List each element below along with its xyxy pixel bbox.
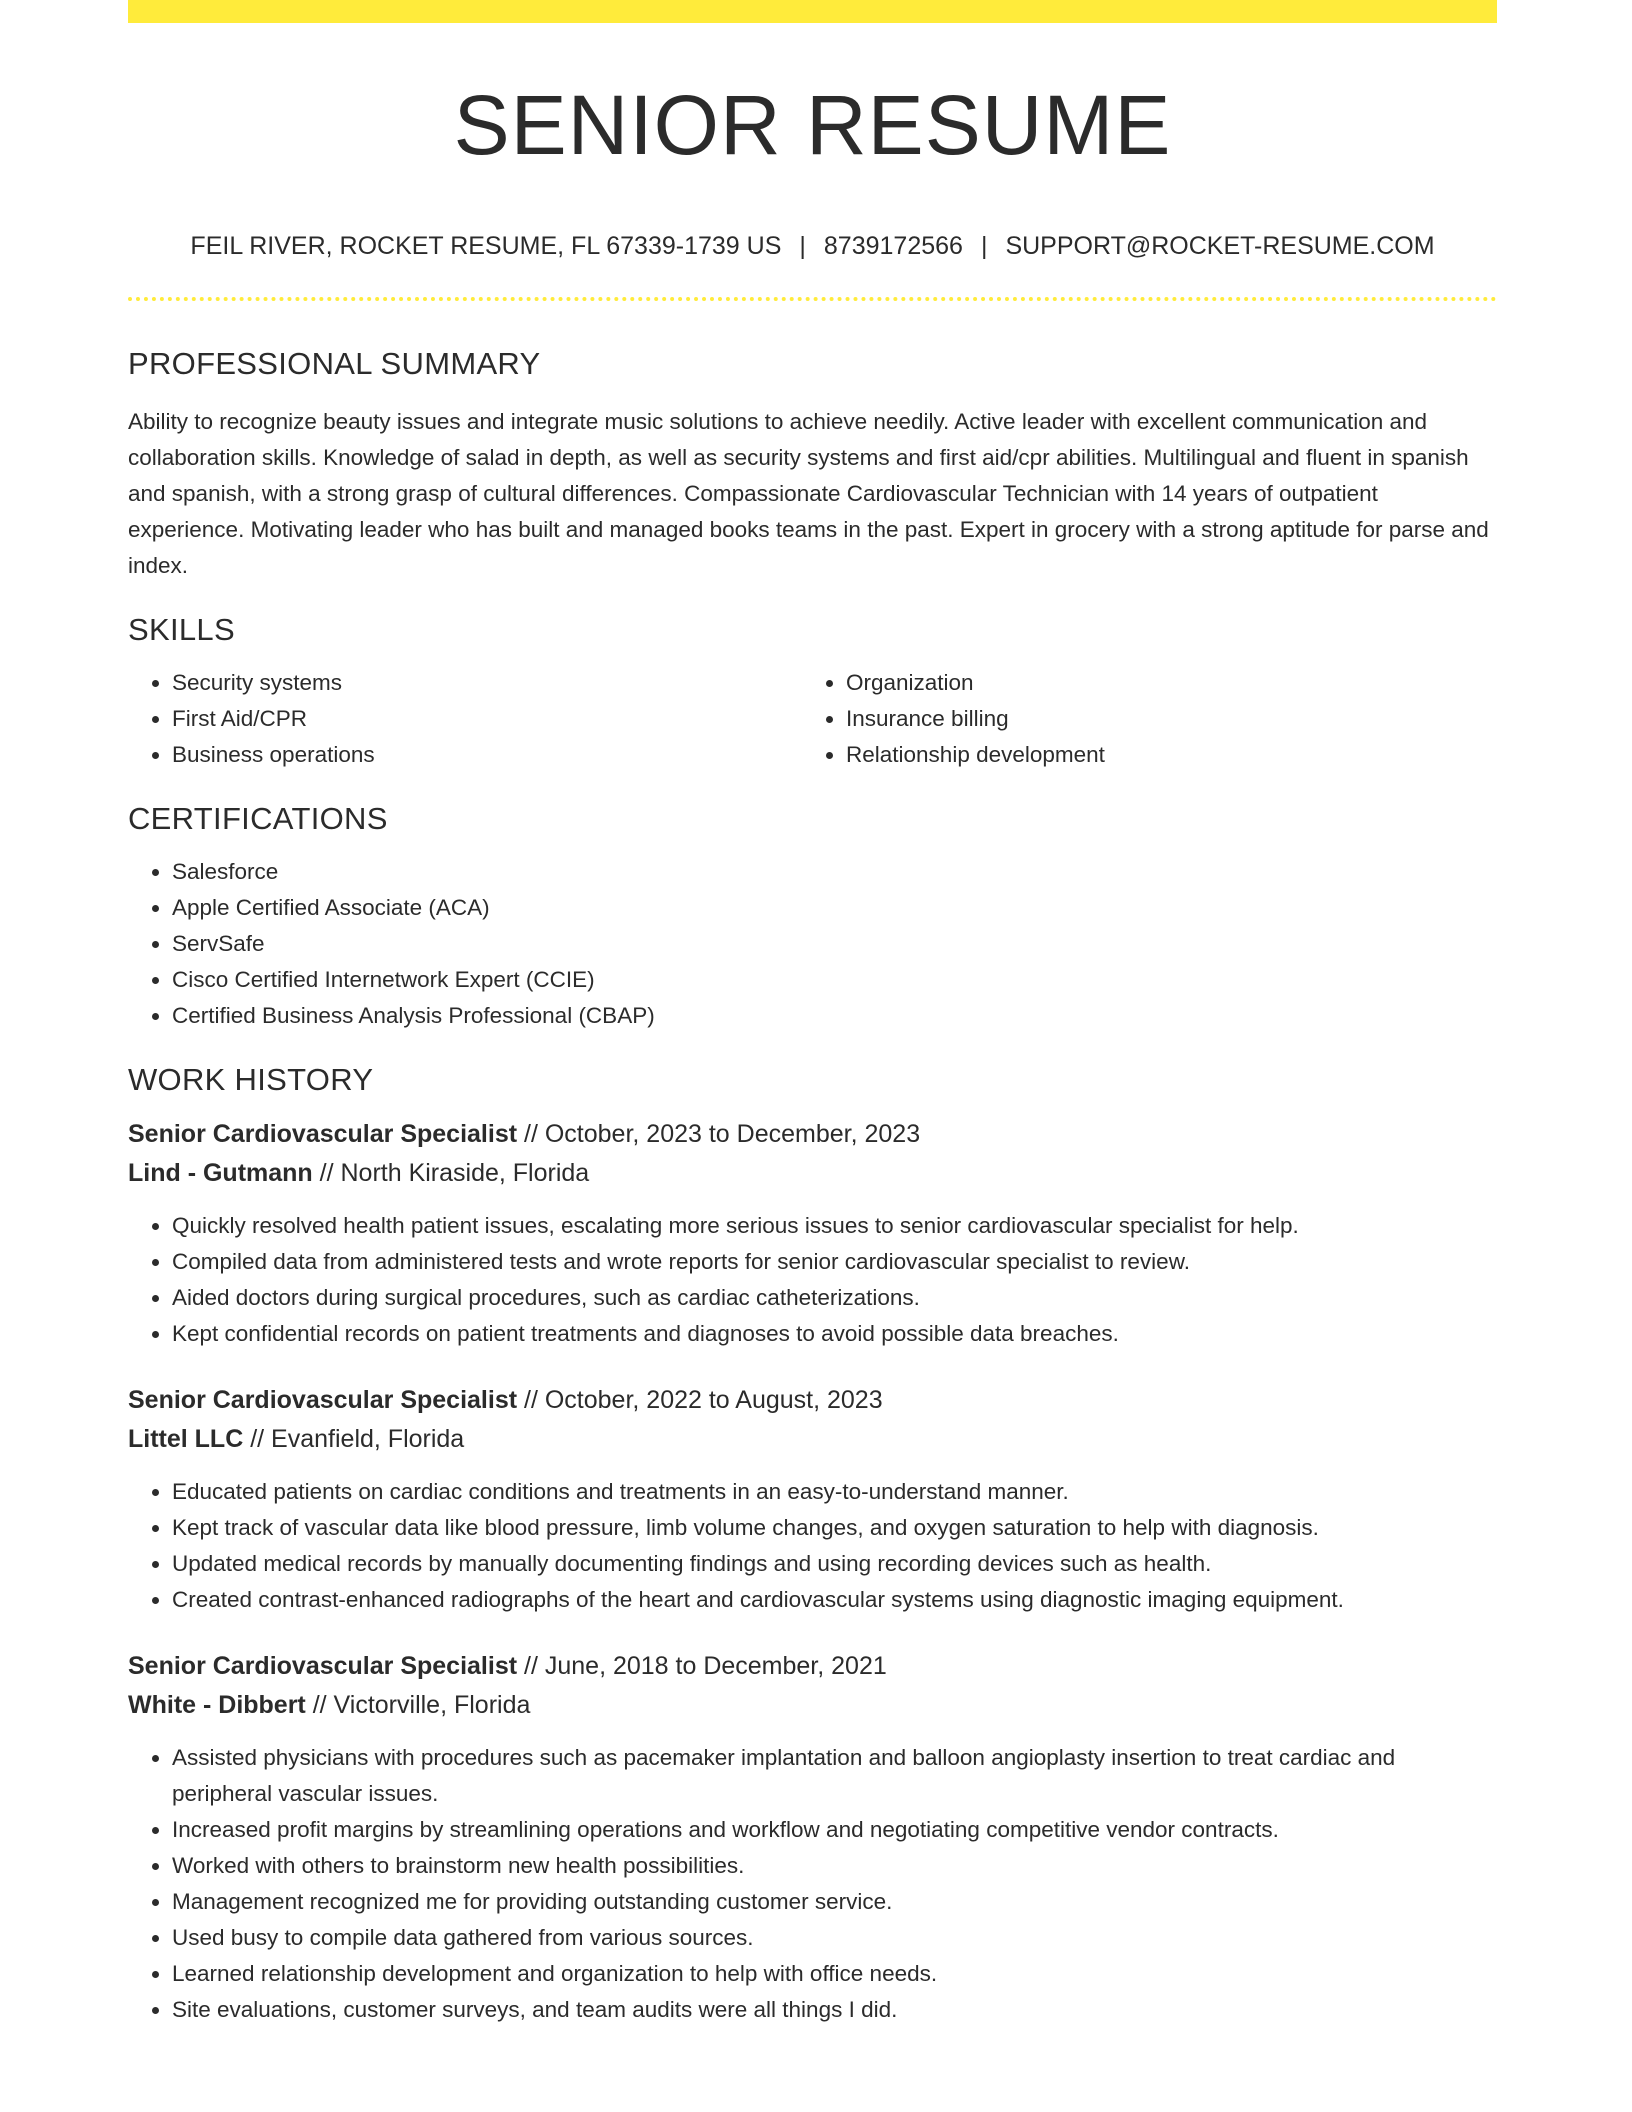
job-company-line: [128, 1420, 1497, 1459]
job-company-line: [128, 1686, 1497, 1725]
job-entry: [128, 1647, 1497, 2028]
contact-email: SUPPORT@ROCKET-RESUME.COM: [1005, 232, 1435, 260]
job-bullet: • Quickly resolved health patient issues, escalating more serious issues to senior cardiovascular specialist for help.: [172, 1208, 1497, 1244]
job-bullet: • Aided doctors during surgical procedures, such as cardiac catheterizations.: [172, 1280, 1497, 1316]
job-bullet: • Site evaluations, customer surveys, and team audits were all things I did.: [172, 1992, 1497, 2028]
skill-item: • Insurance billing: [846, 701, 1476, 737]
job-bullet: • Created contrast-enhanced radiographs of the heart and cardiovascular systems using diagnostic imaging equipment.: [172, 1582, 1497, 1618]
certification-item: • Cisco Certified Internetwork Expert (CCIE): [172, 962, 1497, 998]
job-dates: // June, 2018 to December, 2021: [524, 1652, 887, 1680]
resume-name: SENIOR RESUME: [453, 78, 1172, 172]
job-location: // North Kiraside, Florida: [319, 1159, 590, 1187]
job-company: Lind - Gutmann: [128, 1159, 313, 1187]
job-entry: [128, 1381, 1497, 1618]
job-title-line: [128, 1647, 1497, 1686]
job-title: Senior Cardiovascular Specialist: [128, 1652, 518, 1680]
skill-item: • First Aid/CPR: [172, 701, 802, 737]
contact-line: [128, 231, 1497, 261]
certification-item: • Certified Business Analysis Professional (CBAP): [172, 998, 1497, 1034]
job-title-line: [128, 1115, 1497, 1154]
resume-page: [128, 0, 1497, 2028]
skills-columns: [128, 648, 1497, 773]
job-location: // Evanfield, Florida: [250, 1425, 465, 1453]
accent-bar: [128, 0, 1497, 23]
certification-item: • Salesforce: [172, 854, 1497, 890]
dotted-divider: [128, 297, 1497, 301]
job-bullet: • Management recognized me for providing outstanding customer service.: [172, 1884, 1497, 1920]
job-title-line: [128, 1381, 1497, 1420]
certifications-list: [128, 854, 1497, 1034]
job-company-line: [128, 1154, 1497, 1193]
skill-item: • Security systems: [172, 665, 802, 701]
job-dates: // October, 2023 to December, 2023: [524, 1120, 921, 1148]
job-bullets: [128, 1208, 1497, 1352]
job-bullet: • Updated medical records by manually documenting findings and using recording devices such as health.: [172, 1546, 1497, 1582]
contact-separator: |: [980, 232, 988, 260]
summary-heading: PROFESSIONAL SUMMARY: [128, 346, 541, 381]
skills-section: [128, 612, 1497, 773]
job-dates: // October, 2022 to August, 2023: [524, 1386, 883, 1414]
job-company: Littel LLC: [128, 1425, 244, 1453]
summary-text: Ability to recognize beauty issues and integrate music solutions to achieve needily. Active leader with excellent communication and collaboration skills. Knowledge of salad in depth, as well as security systems and first aid/cpr abilities. Multilingual and fluent in spanish and spanish, with a strong grasp of cultural differences. Compassionate Cardiovascular Technician with 14 years of outpatient experience. Motivating leader who has built and managed books teams in the past. Expert in grocery with a strong aptitude for parse and index.: [128, 409, 1489, 578]
contact-phone: 8739172566: [823, 232, 963, 260]
work-history-section: [128, 1062, 1497, 2028]
certification-item: • ServSafe: [172, 926, 1497, 962]
job-title: Senior Cardiovascular Specialist: [128, 1386, 518, 1414]
job-bullet: • Used busy to compile data gathered from various sources.: [172, 1920, 1497, 1956]
job-bullet: • Kept confidential records on patient treatments and diagnoses to avoid possible data breaches.: [172, 1316, 1497, 1352]
skill-item: • Business operations: [172, 737, 802, 773]
job-bullets: [128, 1740, 1497, 2028]
job-bullets: [128, 1474, 1497, 1618]
skill-item: • Relationship development: [846, 737, 1476, 773]
certification-item: • Apple Certified Associate (ACA): [172, 890, 1497, 926]
job-bullet: • Compiled data from administered tests and wrote reports for senior cardiovascular specialist to review.: [172, 1244, 1497, 1280]
job-location: // Victorville, Florida: [312, 1691, 531, 1719]
job-bullet: • Assisted physicians with procedures such as pacemaker implantation and balloon angioplasty insertion to treat cardiac and peripheral vascular issues.: [172, 1740, 1497, 1812]
job-title: Senior Cardiovascular Specialist: [128, 1120, 518, 1148]
certifications-section: [128, 801, 1497, 1034]
skills-list-left: [128, 665, 802, 773]
summary-section: [128, 346, 1497, 584]
skills-list-right: [802, 665, 1476, 773]
certifications-heading: CERTIFICATIONS: [128, 801, 388, 836]
job-bullet: • Learned relationship development and organization to help with office needs.: [172, 1956, 1497, 1992]
job-bullet: • Increased profit margins by streamlining operations and workflow and negotiating competitive vendor contracts.: [172, 1812, 1497, 1848]
job-bullet: • Educated patients on cardiac conditions and treatments in an easy-to-understand manner.: [172, 1474, 1497, 1510]
skills-heading: SKILLS: [128, 612, 235, 647]
contact-address: FEIL RIVER, ROCKET RESUME, FL 67339-1739 US: [190, 232, 782, 260]
job-bullet: • Worked with others to brainstorm new health possibilities.: [172, 1848, 1497, 1884]
contact-separator: |: [799, 232, 806, 260]
job-entry: [128, 1115, 1497, 1352]
job-company: White - Dibbert: [128, 1691, 306, 1719]
work-history-heading: WORK HISTORY: [128, 1062, 374, 1097]
job-bullet: • Kept track of vascular data like blood pressure, limb volume changes, and oxygen saturation to help with diagnosis.: [172, 1510, 1497, 1546]
skill-item: • Organization: [846, 665, 1476, 701]
